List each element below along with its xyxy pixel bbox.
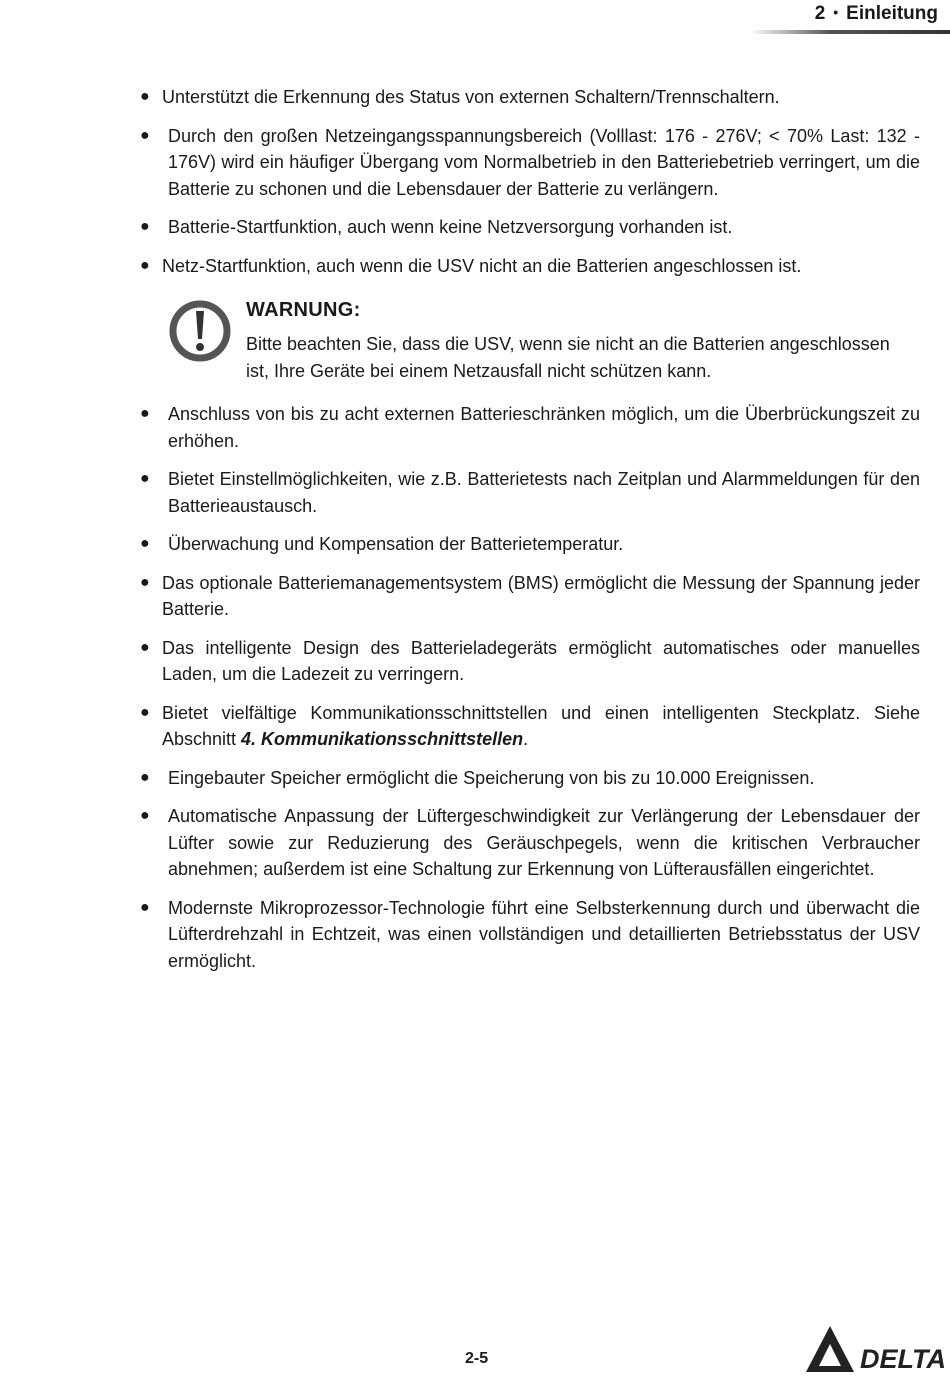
bullet-icon: ● [140, 218, 150, 235]
feature-item [140, 765, 920, 792]
warning-box [168, 299, 920, 385]
feature-text: Das intelligente Design des Batterieladegeräts ermöglicht automatisches oder manuelles Laden, um die Ladezeit zu verringern. [162, 637, 920, 684]
page-number: 2-5 [465, 1350, 489, 1367]
bullet-icon: ● [140, 898, 150, 916]
feature-text: Eingebauter Speicher ermöglicht die Speicherung von bis zu 10.000 Ereignissen. [168, 767, 815, 788]
feature-text: Anschluss von bis zu acht externen Batterieschränken möglich, um die Überbrückungszeit zu erhöhen. [168, 404, 920, 451]
exclamation-icon [168, 299, 232, 363]
feature-item [140, 401, 920, 454]
warning-text: Bitte beachten Sie, dass die USV, wenn sie nicht an die Batterien angeschlossen ist, Ihre Geräte bei einem Netzausfall nicht schützen kann. [246, 334, 890, 381]
bullet-icon: ● [140, 88, 150, 105]
feature-item [140, 803, 920, 883]
feature-text: Batterie-Startfunktion, auch wenn keine Netzversorgung vorhanden ist. [168, 217, 733, 237]
bullet-icon: ● [140, 126, 150, 144]
feature-item [140, 214, 920, 241]
feature-text: Unterstützt die Erkennung des Status von externen Schaltern/Trennschaltern. [162, 87, 780, 107]
bullet-icon: ● [140, 768, 150, 786]
chapter-separator: • [833, 4, 839, 20]
feature-text-after: . [523, 729, 529, 749]
feature-text: Modernste Mikroprozessor-Technologie führt eine Selbsterkennung durch und überwacht die Lüfterdrehzahl in Echtzeit, was einen vollständigen und detaillierten Betriebsstatus der USV ermöglicht. [168, 897, 920, 971]
logo-text: DELTA [860, 1344, 946, 1374]
feature-text: Netz-Startfunktion, auch wenn die USV nicht an die Batterien angeschlossen ist. [162, 255, 802, 276]
bullet-icon: ● [140, 573, 150, 591]
section-reference: 4. Kommunikationsschnittstellen [241, 729, 524, 749]
feature-text: Durch den großen Netzeingangsspannungsbereich (Volllast: 176 - 276V; < 70% Last: 132 - 176V) wird ein häufiger Übergang vom Normalbetrieb in den Batteriebetrieb verringert, um die Batterie zu schonen und die Lebensdauer der Batterie zu verlängern. [168, 125, 920, 199]
bullet-icon: ● [140, 470, 150, 487]
feature-item [140, 253, 920, 280]
feature-text: Überwachung und Kompensation der Batterietemperatur. [168, 534, 624, 554]
bullet-icon: ● [140, 807, 150, 824]
chapter-heading [815, 3, 938, 25]
feature-text: Automatische Anpassung der Lüftergeschwindigkeit zur Verlängerung der Lebensdauer der Lüfter sowie zur Reduzierung des Geräuschpegels, wenn die kritischen Verbraucher abnehmen; außerdem ist eine Schaltung zur Erkennung von Lüfterausfällen eingerichtet. [168, 806, 920, 879]
feature-item [140, 466, 920, 519]
bullet-icon: ● [140, 535, 150, 552]
page-content [140, 84, 920, 986]
page-header [750, 0, 950, 34]
feature-item [140, 635, 920, 688]
chapter-title: Einleitung [846, 3, 938, 24]
bullet-icon: ● [140, 405, 150, 422]
feature-item [140, 531, 920, 558]
feature-item [140, 570, 920, 623]
header-rule [750, 30, 950, 34]
bullet-icon: ● [140, 703, 150, 721]
feature-item [140, 895, 920, 975]
feature-item [140, 84, 920, 111]
feature-text: Das optionale Batteriemanagementsystem (BMS) ermöglicht die Messung der Spannung jeder Batterie. [162, 572, 920, 619]
feature-item [140, 700, 920, 753]
warning-title: WARNUNG: [246, 299, 361, 321]
feature-item [140, 123, 920, 203]
chapter-number: 2 [814, 3, 826, 24]
bullet-icon: ● [140, 638, 150, 656]
delta-logo [804, 1322, 948, 1374]
bullet-icon: ● [140, 256, 150, 274]
feature-text-before: Bietet vielfältige Kommunikationsschnittstellen und einen intelligenten Steckplatz. Siehe Abschnitt [162, 702, 920, 749]
feature-text: Bietet Einstellmöglichkeiten, wie z.B. Batterietests nach Zeitplan und Alarmmeldungen für den Batterieaustausch. [168, 469, 920, 516]
